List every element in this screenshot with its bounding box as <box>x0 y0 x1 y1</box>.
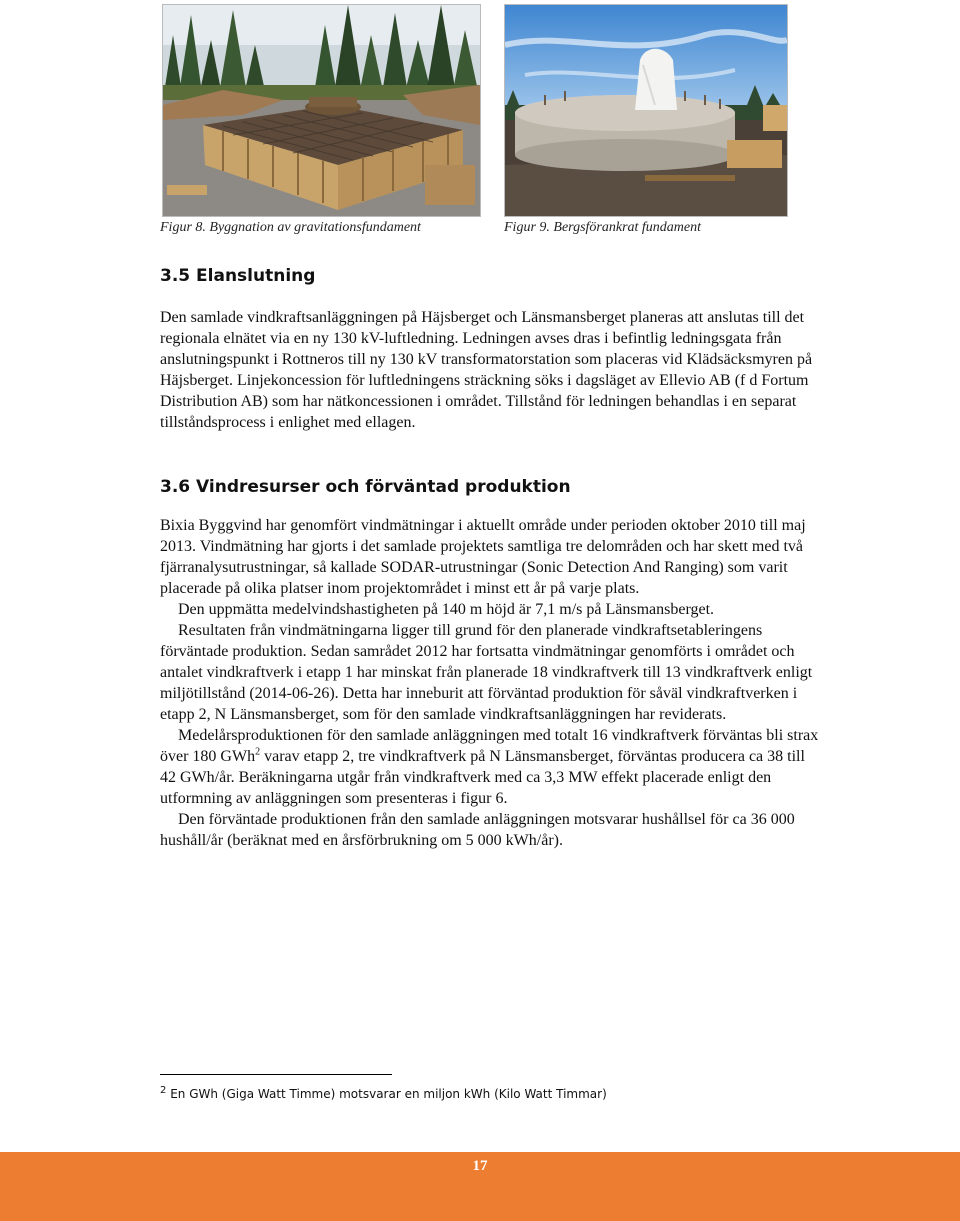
footnote-divider <box>160 1074 392 1075</box>
section-3-6-paragraph-5: Den förväntade produktionen från den samlade anläggningen motsvarar hushållsel för ca 36 000 hushåll/år (beräknat med en årsförbrukning om 5 000 kWh/år). <box>160 811 795 849</box>
section-3-6-paragraph-4 <box>160 725 820 809</box>
anchored-foundation-illustration <box>505 5 787 216</box>
figure-9-caption: Figur 9. Bergsförankrat fundament <box>504 220 702 235</box>
paragraph-4-text-start: Medelårsproduktionen för den samlade anläggningen med totalt 16 vindkraftverk förväntas bli strax över 180 GWh <box>160 727 819 765</box>
section-3-5-paragraph: Den samlade vindkraftsanläggningen på Häjsberget och Länsmansberget planeras att anslutas till det regionala elnätet via en ny 130 kV-luftledning. Ledningen avses dras i befintlig ledningsgata från anslutningspunkt i Rottneros till ny 130 kV transformatorstation som placeras vid Klädsäcksmyren på Häjsberget. Linjekoncession för luftledningens sträckning söks i dagsläget av Ellevio AB (f d Fortum Distribution AB) som har nätkoncessionen i området. Tillstånd för ledningen behandlas i en separat tillståndsprocess i enlighet med ellagen. <box>160 309 813 431</box>
section-3-6-body <box>160 515 820 851</box>
section-3-6-paragraph-1: Bixia Byggvind har genomfört vindmätningar i aktuellt område under perioden oktober 2010 till maj 2013. Vindmätning har gjorts i det samlade projektets samtliga tre delområden och har skett med två fjärranalysutrustningar, så kallade SODAR-utrustningar (Sonic Detection And Ranging) som varit placerade på olika platser inom projektområdet i minst ett år på varje plats. <box>160 517 806 597</box>
footnote-reference: 2 <box>255 746 261 758</box>
foundation-construction-illustration <box>163 5 480 216</box>
section-3-6-heading: 3.6 Vindresurser och förväntad produktion <box>160 477 571 497</box>
section-3-6-paragraph-2: Den uppmätta medelvindshastigheten på 140 m höjd är 7,1 m/s på Länsmansberget. <box>178 601 715 618</box>
figure-8-caption: Figur 8. Byggnation av gravitationsfundament <box>160 220 421 235</box>
footnote <box>160 1087 607 1101</box>
page-number: 17 <box>472 1158 488 1174</box>
photo-rock-anchored-foundation <box>504 4 788 217</box>
section-3-5-heading: 3.5 Elanslutning <box>160 266 316 286</box>
paragraph-4-text-end: varav etapp 2, tre vindkraftverk på N Länsmansberget, förväntas producera ca 38 till 42 GWh/år. Beräkningarna utgår från vindkraftverk med ca 3,3 MW effekt placerade enligt den utformning av anläggningen som presenteras i figur 6. <box>160 748 805 807</box>
section-3-5-body <box>160 307 820 433</box>
photo-gravity-foundation <box>162 4 481 217</box>
footnote-marker: 2 <box>160 1085 167 1096</box>
footnote-text: En GWh (Giga Watt Timme) motsvarar en miljon kWh (Kilo Watt Timmar) <box>166 1087 607 1101</box>
section-3-6-paragraph-3: Resultaten från vindmätningarna ligger till grund för den planerade vindkraftsetableringens förväntade produktion. Sedan samrådet 2012 har fortsatta vindmätningar genomförts i området och antalet vindkraftverk i etapp 1 har minskat från planerade 18 vindkraftverk till 13 vindkraftverk enligt miljötillstånd (2014-06-26). Detta har inneburit att förväntad produktion för såväl vindkraftverken i etapp 2, N Länsmansberget, som för den samlade vindkraftsanläggningen har reviderats. <box>160 622 813 723</box>
